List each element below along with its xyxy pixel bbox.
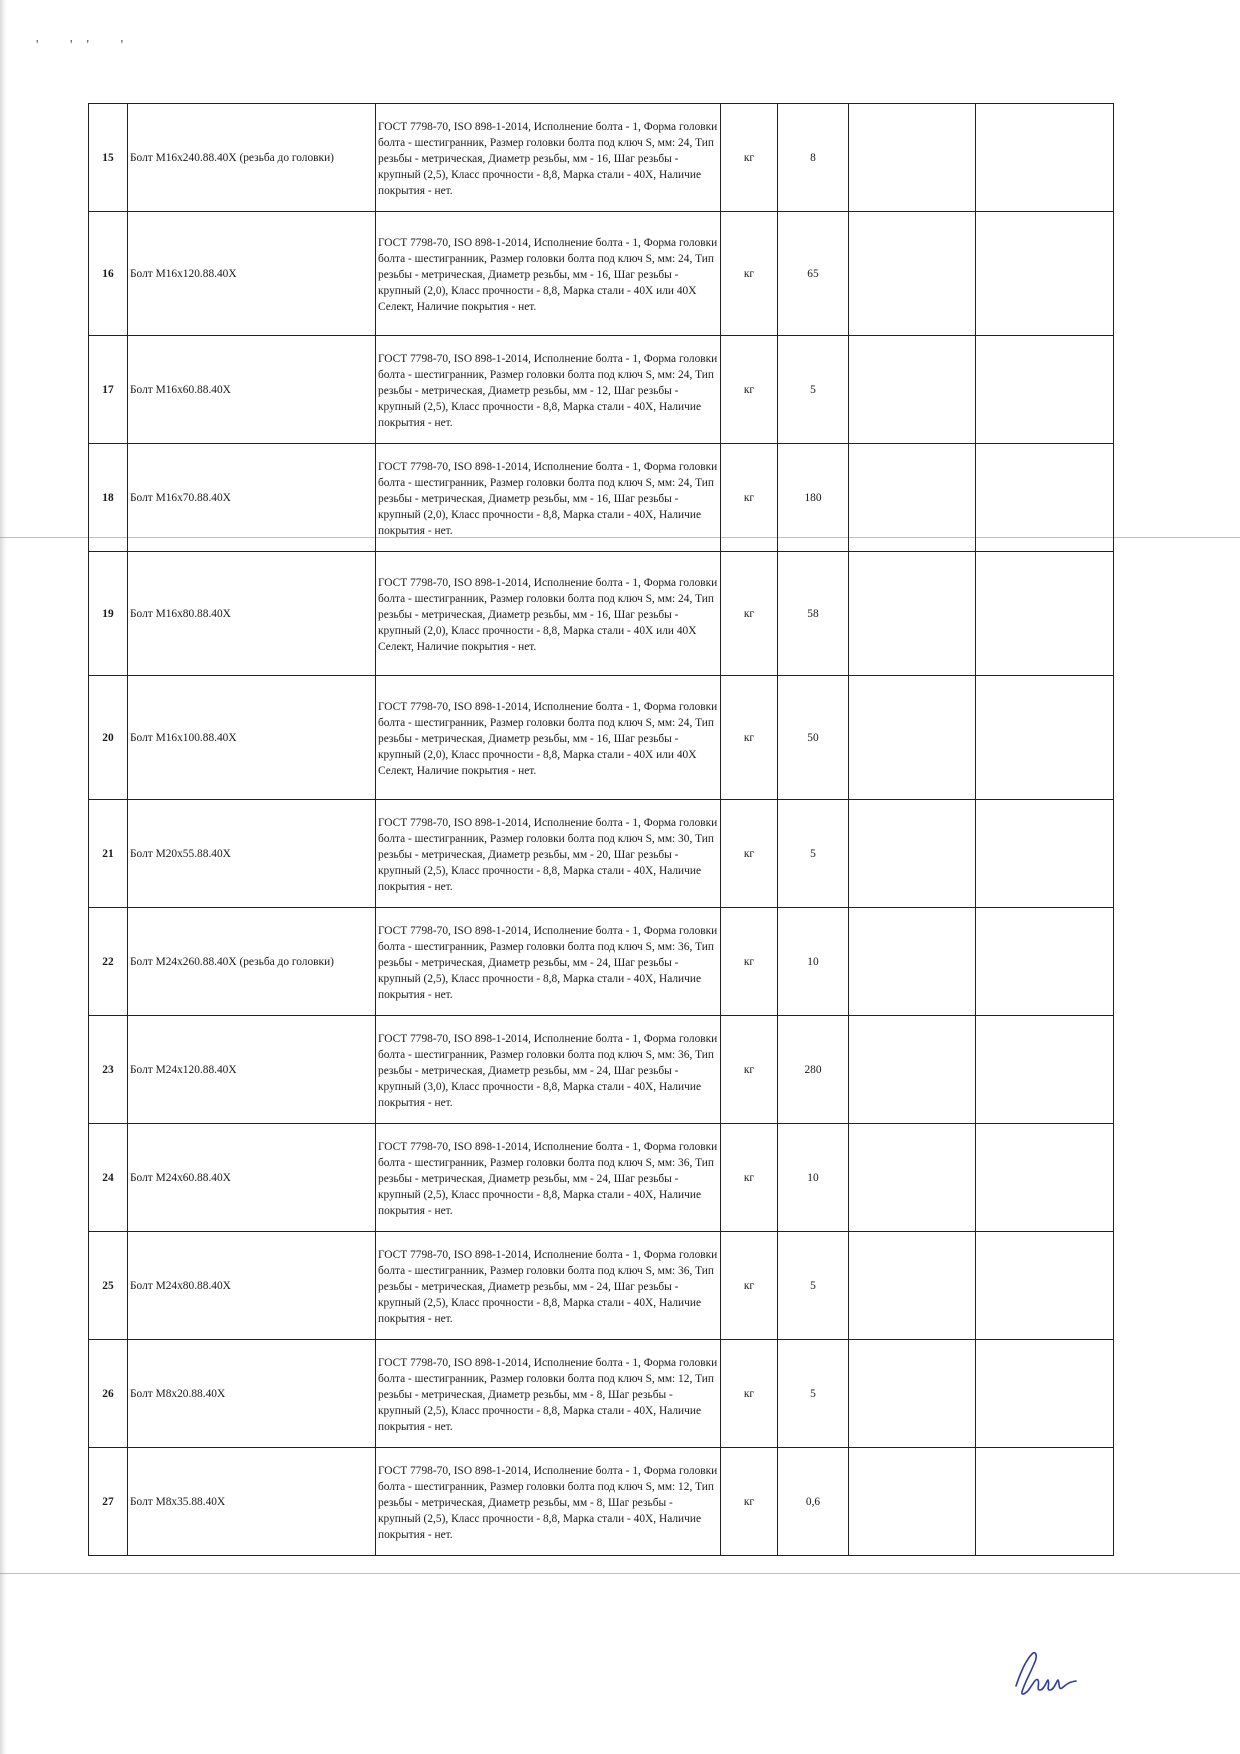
quantity-cell: 65 [778,212,849,336]
empty-cell [849,1232,976,1340]
item-description-cell: ГОСТ 7798-70, ISO 898-1-2014, Исполнение болта - 1, Форма головки болта - шестигранник, Размер головки болта под ключ S, мм: 12, Тип резьбы - метрическая, Диаметр резьбы, мм - 8, Шаг резьбы - крупный (2,5), Класс прочности - 8,8, Марка стали - 40Х, Наличие покрытия - нет. [376,1340,721,1448]
handwritten-signature [1010,1648,1080,1698]
empty-cell [849,800,976,908]
unit-cell: кг [721,1124,778,1232]
quantity-cell: 50 [778,676,849,800]
item-name-cell: Болт М8х35.88.40Х [128,1448,376,1556]
empty-cell [849,104,976,212]
scan-left-edge [0,0,7,1754]
specification-table-body [89,104,1114,1556]
table-row [89,908,1114,1016]
empty-cell [976,1232,1114,1340]
item-description-cell: ГОСТ 7798-70, ISO 898-1-2014, Исполнение болта - 1, Форма головки болта - шестигранник, Размер головки болта под ключ S, мм: 12, Тип резьбы - метрическая, Диаметр резьбы, мм - 8, Шаг резьбы - крупный (2,5), Класс прочности - 8,8, Марка стали - 40Х, Наличие покрытия - нет. [376,1448,721,1556]
empty-cell [849,1016,976,1124]
row-number-cell: 15 [89,104,128,212]
item-description-cell: ГОСТ 7798-70, ISO 898-1-2014, Исполнение болта - 1, Форма головки болта - шестигранник, Размер головки болта под ключ S, мм: 36, Тип резьбы - метрическая, Диаметр резьбы, мм - 24, Шаг резьбы - крупный (2,5), Класс прочности - 8,8, Марка стали - 40Х, Наличие покрытия - нет. [376,908,721,1016]
empty-cell [849,1340,976,1448]
item-name-cell: Болт М20х55.88.40Х [128,800,376,908]
item-description-cell: ГОСТ 7798-70, ISO 898-1-2014, Исполнение болта - 1, Форма головки болта - шестигранник, Размер головки болта под ключ S, мм: 24, Тип резьбы - метрическая, Диаметр резьбы, мм - 16, Шаг резьбы - крупный (2,0), Класс прочности - 8,8, Марка стали - 40Х, Наличие покрытия - нет. [376,444,721,552]
empty-cell [976,212,1114,336]
unit-cell: кг [721,212,778,336]
table-row [89,676,1114,800]
table-row [89,1232,1114,1340]
specification-table [88,103,1114,1556]
empty-cell [849,1448,976,1556]
item-name-cell: Болт М8х20.88.40Х [128,1340,376,1448]
quantity-cell: 180 [778,444,849,552]
row-number-cell: 20 [89,676,128,800]
item-description-cell: ГОСТ 7798-70, ISO 898-1-2014, Исполнение болта - 1, Форма головки болта - шестигранник, Размер головки болта под ключ S, мм: 36, Тип резьбы - метрическая, Диаметр резьбы, мм - 24, Шаг резьбы - крупный (2,5), Класс прочности - 8,8, Марка стали - 40Х, Наличие покрытия - нет. [376,1124,721,1232]
quantity-cell: 5 [778,1232,849,1340]
empty-cell [849,676,976,800]
unit-cell: кг [721,104,778,212]
table-row [89,552,1114,676]
quantity-cell: 5 [778,1340,849,1448]
empty-cell [976,1124,1114,1232]
item-name-cell: Болт М16х70.88.40Х [128,444,376,552]
empty-cell [976,908,1114,1016]
row-number-cell: 22 [89,908,128,1016]
table-row [89,444,1114,552]
table-row [89,1448,1114,1556]
row-number-cell: 26 [89,1340,128,1448]
unit-cell: кг [721,552,778,676]
row-number-cell: 24 [89,1124,128,1232]
empty-cell [976,800,1114,908]
item-name-cell: Болт М24х120.88.40Х [128,1016,376,1124]
table-row [89,1016,1114,1124]
empty-cell [849,1124,976,1232]
item-name-cell: Болт М24х60.88.40Х [128,1124,376,1232]
quantity-cell: 5 [778,336,849,444]
scan-marks: ' '' ' [36,38,138,53]
empty-cell [976,1016,1114,1124]
row-number-cell: 25 [89,1232,128,1340]
scan-artifact-line-bottom [0,1573,1240,1574]
table-row [89,1340,1114,1448]
row-number-cell: 17 [89,336,128,444]
empty-cell [976,676,1114,800]
row-number-cell: 23 [89,1016,128,1124]
quantity-cell: 280 [778,1016,849,1124]
empty-cell [976,1340,1114,1448]
item-description-cell: ГОСТ 7798-70, ISO 898-1-2014, Исполнение болта - 1, Форма головки болта - шестигранник, Размер головки болта под ключ S, мм: 36, Тип резьбы - метрическая, Диаметр резьбы, мм - 24, Шаг резьбы - крупный (3,0), Класс прочности - 8,8, Марка стали - 40Х, Наличие покрытия - нет. [376,1016,721,1124]
unit-cell: кг [721,1448,778,1556]
empty-cell [849,908,976,1016]
item-name-cell: Болт М16х80.88.40Х [128,552,376,676]
item-description-cell: ГОСТ 7798-70, ISO 898-1-2014, Исполнение болта - 1, Форма головки болта - шестигранник, Размер головки болта под ключ S, мм: 24, Тип резьбы - метрическая, Диаметр резьбы, мм - 16, Шаг резьбы - крупный (2,0), Класс прочности - 8,8, Марка стали - 40Х или 40Х Селект, Наличие покрытия - нет. [376,676,721,800]
item-description-cell: ГОСТ 7798-70, ISO 898-1-2014, Исполнение болта - 1, Форма головки болта - шестигранник, Размер головки болта под ключ S, мм: 24, Тип резьбы - метрическая, Диаметр резьбы, мм - 16, Шаг резьбы - крупный (2,5), Класс прочности - 8,8, Марка стали - 40Х, Наличие покрытия - нет. [376,104,721,212]
quantity-cell: 10 [778,1124,849,1232]
item-description-cell: ГОСТ 7798-70, ISO 898-1-2014, Исполнение болта - 1, Форма головки болта - шестигранник, Размер головки болта под ключ S, мм: 30, Тип резьбы - метрическая, Диаметр резьбы, мм - 20, Шаг резьбы - крупный (2,5), Класс прочности - 8,8, Марка стали - 40Х, Наличие покрытия - нет. [376,800,721,908]
empty-cell [849,336,976,444]
table-row [89,800,1114,908]
table-row [89,1124,1114,1232]
item-name-cell: Болт М16х120.88.40Х [128,212,376,336]
table-row [89,212,1114,336]
empty-cell [976,552,1114,676]
quantity-cell: 10 [778,908,849,1016]
empty-cell [976,1448,1114,1556]
item-name-cell: Болт М16х240.88.40Х (резьба до головки) [128,104,376,212]
item-name-cell: Болт М24х80.88.40Х [128,1232,376,1340]
quantity-cell: 5 [778,800,849,908]
quantity-cell: 8 [778,104,849,212]
row-number-cell: 27 [89,1448,128,1556]
empty-cell [976,104,1114,212]
item-name-cell: Болт М24х260.88.40Х (резьба до головки) [128,908,376,1016]
item-name-cell: Болт М16х100.88.40Х [128,676,376,800]
row-number-cell: 18 [89,444,128,552]
unit-cell: кг [721,676,778,800]
unit-cell: кг [721,1232,778,1340]
empty-cell [976,336,1114,444]
quantity-cell: 0,6 [778,1448,849,1556]
item-description-cell: ГОСТ 7798-70, ISO 898-1-2014, Исполнение болта - 1, Форма головки болта - шестигранник, Размер головки болта под ключ S, мм: 24, Тип резьбы - метрическая, Диаметр резьбы, мм - 16, Шаг резьбы - крупный (2,0), Класс прочности - 8,8, Марка стали - 40Х или 40Х Селект, Наличие покрытия - нет. [376,552,721,676]
row-number-cell: 21 [89,800,128,908]
item-description-cell: ГОСТ 7798-70, ISO 898-1-2014, Исполнение болта - 1, Форма головки болта - шестигранник, Размер головки болта под ключ S, мм: 24, Тип резьбы - метрическая, Диаметр резьбы, мм - 16, Шаг резьбы - крупный (2,0), Класс прочности - 8,8, Марка стали - 40Х или 40Х Селект, Наличие покрытия - нет. [376,212,721,336]
empty-cell [849,444,976,552]
unit-cell: кг [721,908,778,1016]
table-row [89,336,1114,444]
table-row [89,104,1114,212]
unit-cell: кг [721,336,778,444]
unit-cell: кг [721,1340,778,1448]
empty-cell [976,444,1114,552]
empty-cell [849,552,976,676]
item-description-cell: ГОСТ 7798-70, ISO 898-1-2014, Исполнение болта - 1, Форма головки болта - шестигранник, Размер головки болта под ключ S, мм: 24, Тип резьбы - метрическая, Диаметр резьбы, мм - 12, Шаг резьбы - крупный (2,5), Класс прочности - 8,8, Марка стали - 40Х, Наличие покрытия - нет. [376,336,721,444]
empty-cell [849,212,976,336]
unit-cell: кг [721,444,778,552]
item-name-cell: Болт М16х60.88.40Х [128,336,376,444]
quantity-cell: 58 [778,552,849,676]
row-number-cell: 16 [89,212,128,336]
row-number-cell: 19 [89,552,128,676]
item-description-cell: ГОСТ 7798-70, ISO 898-1-2014, Исполнение болта - 1, Форма головки болта - шестигранник, Размер головки болта под ключ S, мм: 36, Тип резьбы - метрическая, Диаметр резьбы, мм - 24, Шаг резьбы - крупный (2,5), Класс прочности - 8,8, Марка стали - 40Х, Наличие покрытия - нет. [376,1232,721,1340]
unit-cell: кг [721,800,778,908]
unit-cell: кг [721,1016,778,1124]
